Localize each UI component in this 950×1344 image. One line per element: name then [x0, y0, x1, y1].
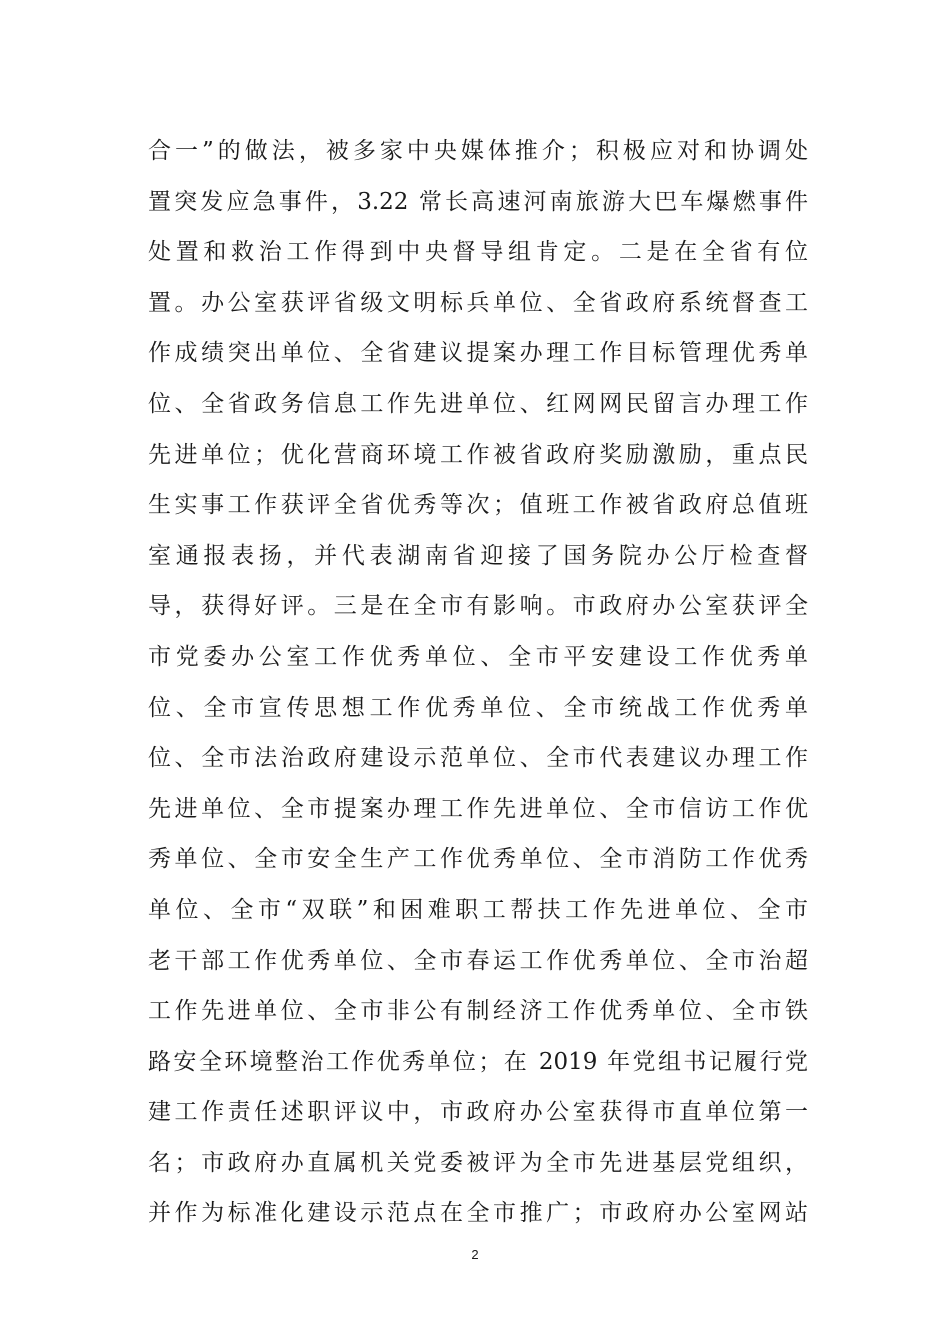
text-line: 先进单位、全市提案办理工作先进单位、全市信访工作优: [148, 795, 808, 822]
text-line: 合一”的做法，被多家中央媒体推介；积极应对和协调处: [148, 138, 808, 164]
text-line: 位、全省政务信息工作先进单位、红网网民留言办理工作: [148, 390, 808, 417]
text-line: 室通报表扬，并代表湖南省迎接了国务院办公厅检查督: [148, 542, 808, 569]
text-line: 置突发应急事件，3.22 常长高速河南旅游大巴车爆燃事件: [148, 188, 808, 215]
page-number: 2: [471, 1247, 479, 1262]
text-line: 路安全环境整治工作优秀单位；在 2019 年党组书记履行党: [148, 1048, 808, 1075]
text-line: 老干部工作优秀单位、全市春运工作优秀单位、全市治超: [148, 947, 808, 974]
text-line: 位、全市法治政府建设示范单位、全市代表建议办理工作: [148, 745, 808, 772]
text-line: 工作先进单位、全市非公有制经济工作优秀单位、全市铁: [148, 998, 808, 1025]
text-line: 名；市政府办直属机关党委被评为全市先进基层党组织，: [148, 1149, 808, 1176]
text-line: 生实事工作获评全省优秀等次；值班工作被省政府总值班: [148, 492, 808, 519]
text-line: 位、全市宣传思想工作优秀单位、全市统战工作优秀单: [148, 694, 808, 721]
text-line: 单位、全市“双联”和困难职工帮扶工作先进单位、全市: [148, 896, 808, 923]
text-line: 建工作责任述职评议中，市政府办公室获得市直单位第一: [148, 1099, 808, 1126]
text-line: 市党委办公室工作优秀单位、全市平安建设工作优秀单: [148, 643, 808, 670]
body-text: [148, 126, 808, 1239]
text-line: 置。办公室获评省级文明标兵单位、全省政府系统督查工: [148, 289, 808, 316]
text-line: 作成绩突出单位、全省建议提案办理工作目标管理优秀单: [148, 340, 808, 367]
text-line: 并作为标准化建设示范点在全市推广；市政府办公室网站: [148, 1200, 808, 1227]
text-line: 先进单位；优化营商环境工作被省政府奖励激励，重点民: [148, 441, 808, 468]
text-line: 秀单位、全市安全生产工作优秀单位、全市消防工作优秀: [148, 846, 808, 873]
text-line: 处置和救治工作得到中央督导组肯定。二是在全省有位: [148, 239, 808, 266]
text-line: 导，获得好评。三是在全市有影响。市政府办公室获评全: [148, 593, 808, 620]
